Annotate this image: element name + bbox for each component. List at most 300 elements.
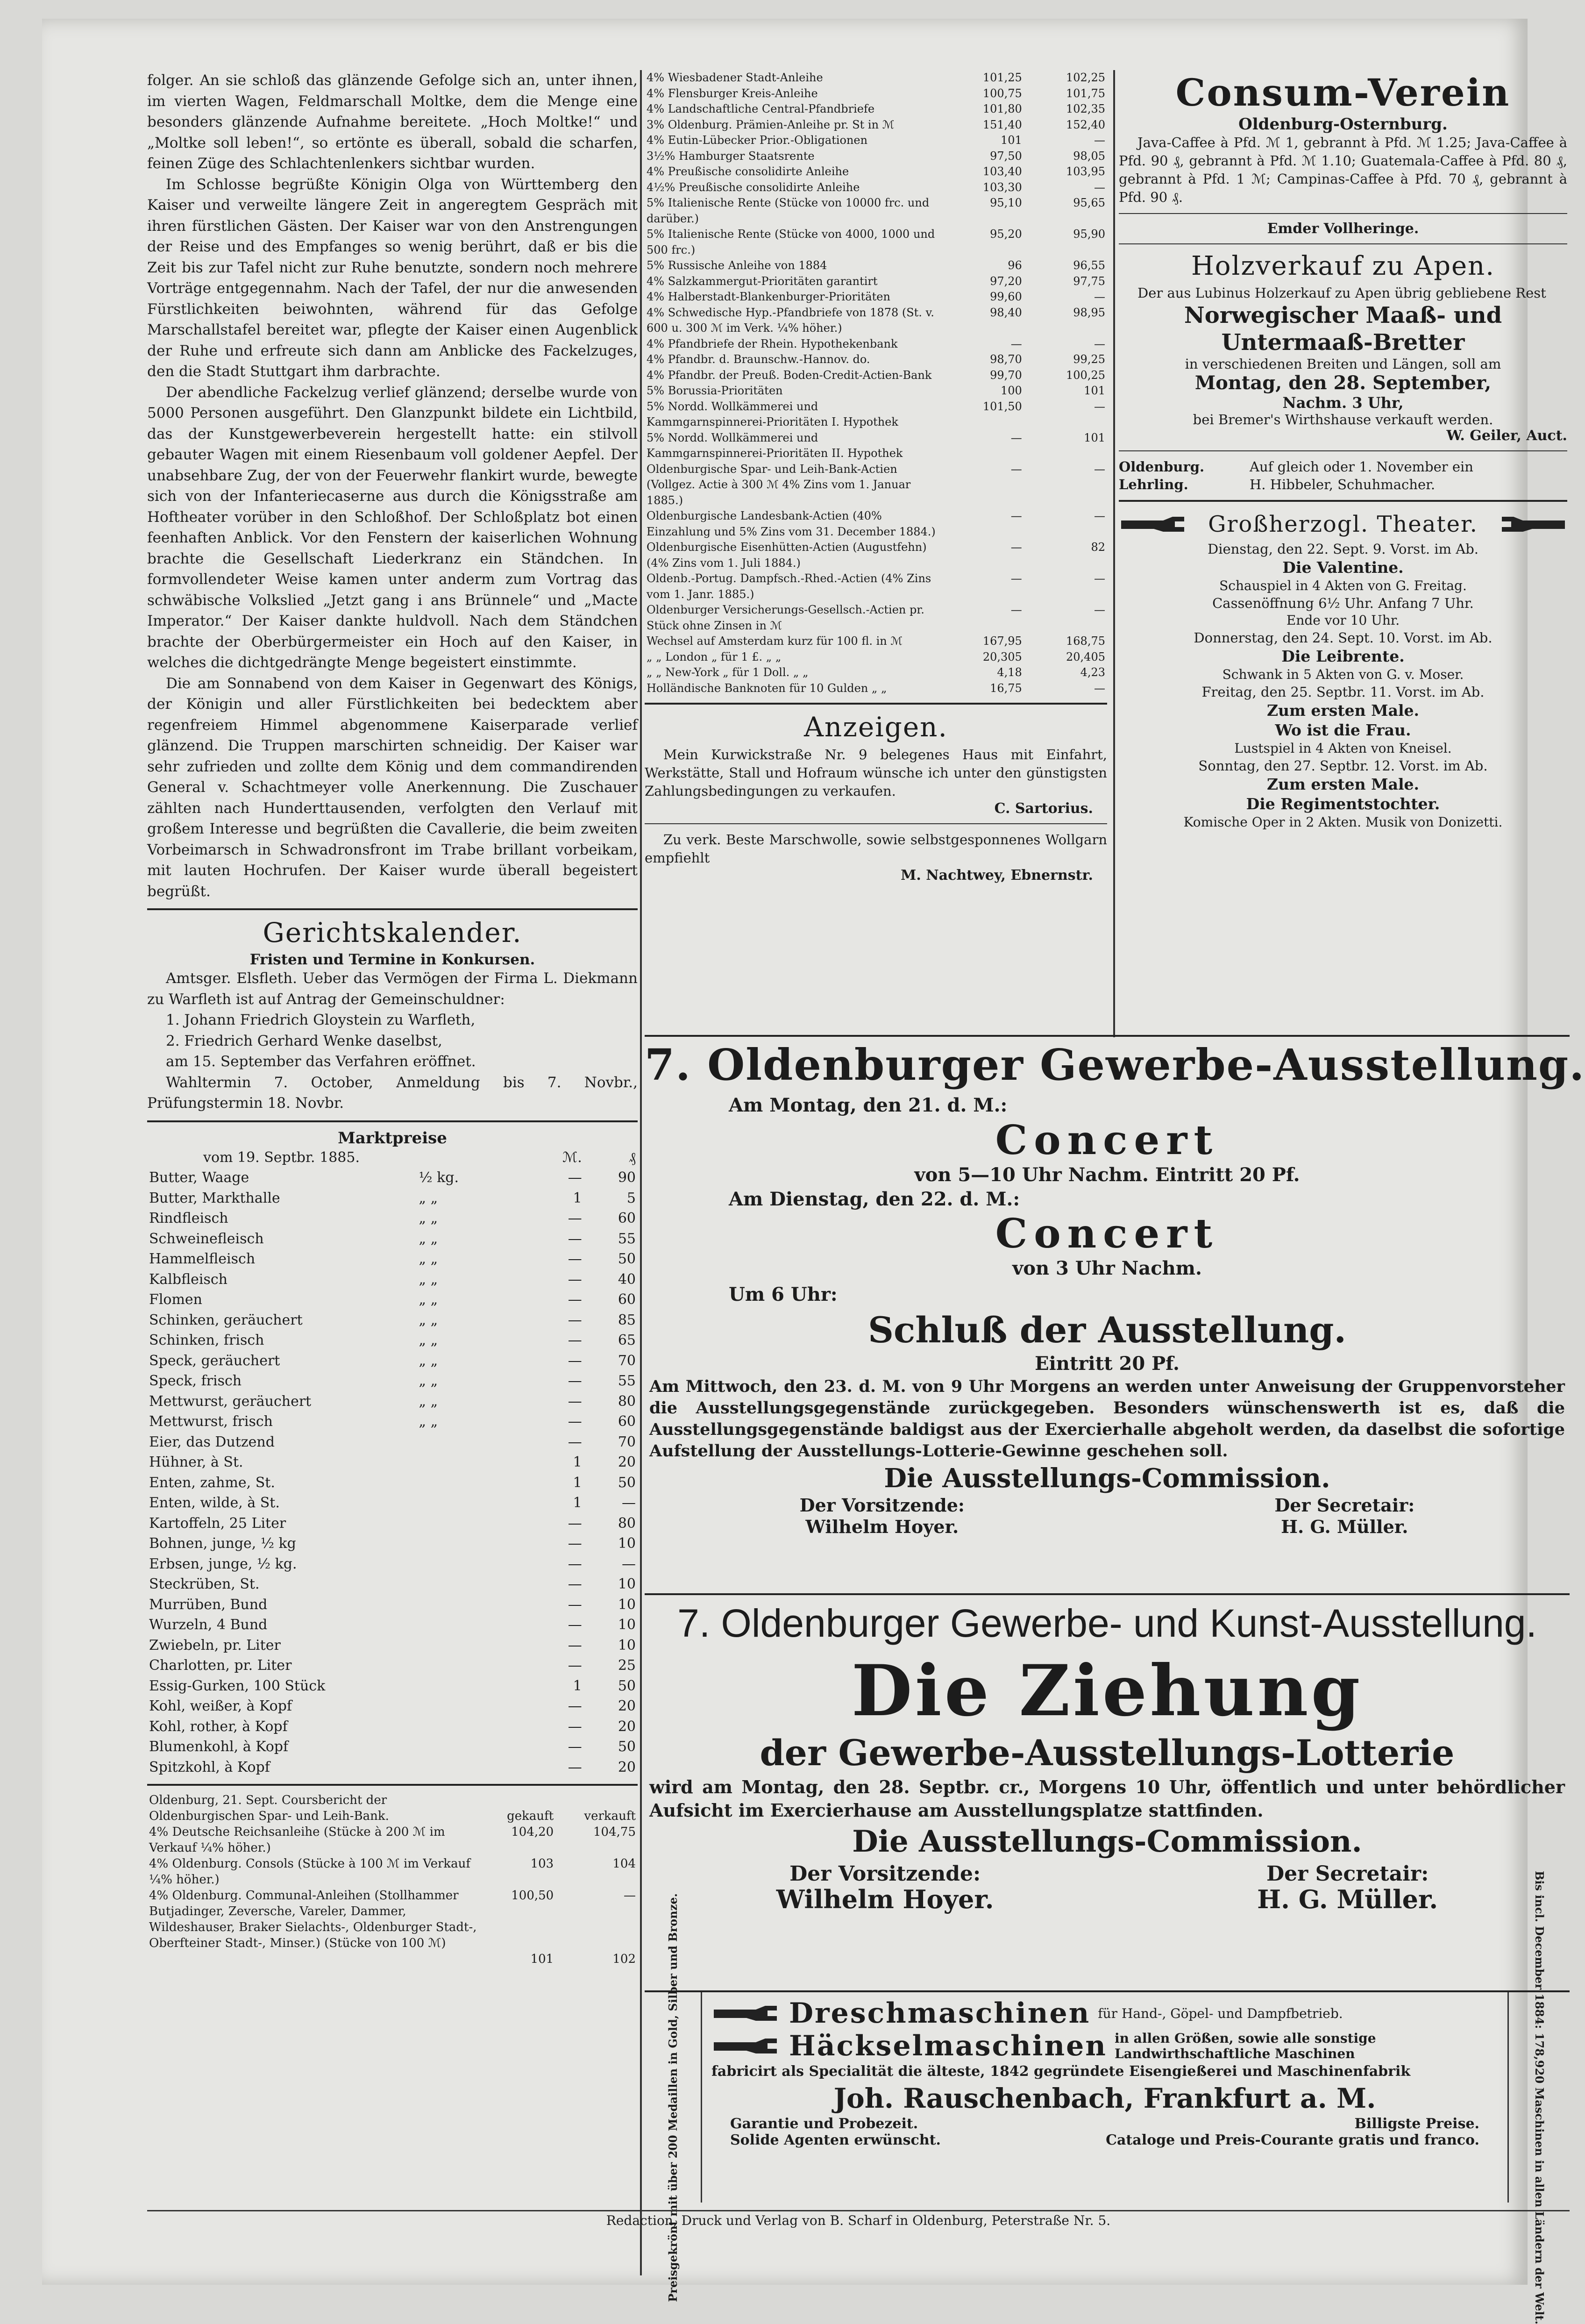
- markt-row: [147, 1310, 638, 1331]
- rausch-line: fabricirt als Specialität die älteste, 1842 gegründete Eisengießerei und Maschinenfabrik: [711, 2063, 1411, 2080]
- consum-text: Java-Caffee à Pfd. ℳ 1, gebrannt à Pfd. ℳ 1.25; Java-Caffee à Pfd. 90 ₰, gebrannt à Pfd. ℳ 1.10; Guatemala-Caffee à Pfd. 80 ₰, gebrannt à Pfd. 1 ℳ; Campinas-Caffee à Pfd. 70 ₰, gebrannt à Pfd. 90 ₰.: [1119, 135, 1567, 205]
- markt-mark: —: [568, 1352, 582, 1369]
- kurs-row: [645, 305, 1107, 336]
- markt-item: Eier, das Dutzend: [149, 1433, 275, 1450]
- kurs-gekauft: 97,20: [990, 274, 1022, 288]
- markt-item: Kartoffeln, 25 Liter: [149, 1515, 286, 1532]
- kurs-name: 4% Salzkammergut-Prioritäten garantirt: [647, 274, 878, 288]
- kurs-row: [645, 180, 1107, 196]
- kurs-gekauft: —: [1010, 541, 1022, 554]
- markt-unit: [417, 1493, 526, 1513]
- markt-col-m: ℳ.: [562, 1149, 582, 1166]
- kurs-verkauft: 100,25: [1066, 368, 1105, 382]
- ausstellung-text: Am Mittwoch, den 23. d. M. von 9 Uhr Morgens an werden unter Anweisung der Gruppenvorsteher die Ausstellungsgegenstände zurückgegeben. Besonders wünschenswerth ist es, daß die Ausstellungsgegenstände baldigst aus der Exercierhalle abgeholt werden, da daselbst die sofortige Aufstellung der Ausstellungs-Lotterie-Gewinne geschehen soll.: [649, 1377, 1565, 1461]
- markt-unit: [417, 1635, 526, 1656]
- ausstellung-time-3: Um 6 Uhr:: [729, 1283, 838, 1305]
- markt-pfennig: —: [622, 1495, 636, 1511]
- kurs-gekauft: 101: [1000, 134, 1022, 147]
- markt-mark: —: [568, 1596, 582, 1613]
- markt-row: [147, 1188, 638, 1209]
- lotterie-heading: der Gewerbe-Ausstellungs-Lotterie: [760, 1732, 1455, 1774]
- markt-pfennig: 10: [618, 1596, 636, 1613]
- kurs-row: [645, 368, 1107, 384]
- markt-mark: 1: [573, 1474, 582, 1491]
- markt-item: Hühner, à St.: [149, 1454, 243, 1470]
- vors-name: Wilhelm Hoyer.: [805, 1516, 959, 1537]
- markt-mark: —: [568, 1515, 582, 1532]
- holz-mid: in verschiedenen Breiten und Längen, soll am: [1185, 356, 1501, 372]
- markt-pfennig: 60: [618, 1210, 636, 1226]
- theater-detail: Schwank in 5 Akten von G. v. Moser.: [1222, 667, 1464, 682]
- kurs-row: [645, 117, 1107, 133]
- kurs-gekauft: —: [1010, 572, 1022, 585]
- kurs-row: [645, 274, 1107, 290]
- markt-mark: —: [568, 1413, 582, 1430]
- lehrling-heading: Oldenburg. Lehrling.: [1119, 459, 1205, 492]
- kurs-verkauft: 152,40: [1066, 118, 1105, 131]
- rausch-firm: Joh. Rauschenbach, Frankfurt a. M.: [833, 2082, 1376, 2114]
- markt-item: Wurzeln, 4 Bund: [149, 1617, 268, 1633]
- markt-unit: „ „: [419, 1251, 438, 1267]
- column-separator: [640, 70, 642, 2275]
- lehrling-signature: H. Hibbeler, Schuhmacher.: [1250, 477, 1436, 492]
- markt-row: [147, 1513, 638, 1534]
- kurs-gekauft: 4,18: [997, 666, 1022, 679]
- gericht-line: 2. Friedrich Gerhard Wenke daselbst,: [166, 1032, 442, 1049]
- obb-verkauft: 102: [612, 1952, 636, 1966]
- markt-row: [147, 1229, 638, 1249]
- kurs-verkauft: —: [1094, 681, 1105, 695]
- vors-name: Wilhelm Hoyer.: [776, 1884, 994, 1914]
- markt-row: [147, 1737, 638, 1757]
- kurs-gekauft: —: [1010, 509, 1022, 522]
- markt-unit: [417, 1676, 526, 1697]
- kurs-verkauft: 168,75: [1066, 634, 1105, 648]
- rausch-product-2: Häckselmaschinen: [789, 2030, 1107, 2062]
- gericht-line: Wahltermin 7. October, Anmeldung bis 7. Novbr., Prüfungstermin 18. Novbr.: [147, 1074, 638, 1112]
- markt-item: Schinken, frisch: [149, 1332, 264, 1348]
- kurs-gekauft: —: [1010, 462, 1022, 476]
- kurs-name: Holländische Banknoten für 10 Gulden „ „: [647, 681, 887, 695]
- markt-row: [147, 1290, 638, 1310]
- markt-pfennig: 50: [618, 1474, 636, 1491]
- kurs-row: [645, 399, 1107, 430]
- kurs-name: Oldenb.-Portug. Dampfsch.-Rhed.-Actien (4% Zins vom 1. Janr. 1885.): [647, 572, 931, 601]
- markt-pfennig: 70: [618, 1433, 636, 1450]
- markt-unit: [417, 1432, 526, 1453]
- kurs-gekauft: 103,40: [982, 165, 1022, 178]
- markt-row: [147, 1655, 638, 1676]
- theater-detail: Lustspiel in 4 Akten von Kneisel.: [1234, 741, 1452, 756]
- markt-date: vom 19. Septbr. 1885.: [203, 1149, 360, 1166]
- vors-label: Der Vorsitzende:: [789, 1862, 981, 1886]
- obb-row: [147, 1888, 638, 1951]
- markt-mark: —: [568, 1433, 582, 1450]
- markt-row: [147, 1493, 638, 1513]
- kurs-verkauft: —: [1094, 399, 1105, 413]
- column-separator: [1113, 70, 1115, 1037]
- kurs-gekauft: 101,50: [982, 399, 1022, 413]
- markt-row: [147, 1269, 638, 1290]
- markt-item: Zwiebeln, pr. Liter: [149, 1637, 281, 1654]
- markt-pfennig: 20: [618, 1718, 636, 1735]
- markt-mark: —: [568, 1210, 582, 1226]
- commission-2: Die Ausstellungs-Commission.: [852, 1824, 1362, 1859]
- kurs-verkauft: 20,405: [1066, 650, 1105, 663]
- imprint: Redaction, Druck und Verlag von B. Scharf in Oldenburg, Peterstraße Nr. 5.: [606, 2213, 1111, 2228]
- markt-pfennig: 50: [618, 1677, 636, 1694]
- markt-table: [147, 1148, 638, 1778]
- ziehung-heading: Die Ziehung: [851, 1650, 1363, 1732]
- kurs-row: [645, 70, 1107, 86]
- markt-pfennig: 60: [618, 1291, 636, 1308]
- lotterie-ad: [645, 1593, 1570, 1990]
- theater-date: Dienstag, den 22. Sept. 9. Vorst. im Ab.: [1207, 541, 1478, 557]
- kurs-gekauft: —: [1010, 337, 1022, 350]
- kurs-gekauft: 98,70: [990, 353, 1022, 366]
- markt-unit: „ „: [419, 1352, 438, 1369]
- markt-mark: —: [568, 1393, 582, 1410]
- obb-header-row: [147, 1792, 638, 1824]
- theater-detail: Schauspiel in 4 Akten von G. Freitag.: [1219, 578, 1467, 593]
- theater-header: [1119, 508, 1567, 540]
- markt-item: Blumenkohl, à Kopf: [149, 1739, 289, 1755]
- rausch-side-right: Bis incl. December 1884: 178,920 Maschinen in allen Ländern der Welt.: [1532, 1870, 1546, 2324]
- kurs-name: 5% Italienische Rente (Stücke von 10000 frc. und darüber.): [647, 196, 930, 225]
- kurs-name: Oldenburgische Landesbank-Actien (40% Einzahlung und 5% Zins vom 31. December 1884.): [647, 509, 936, 538]
- kurs-verkauft: 95,65: [1073, 196, 1105, 209]
- kurs-rows: [645, 70, 1107, 696]
- pointing-hand-icon: [711, 2003, 782, 2024]
- kurs-gekauft: —: [1010, 603, 1022, 616]
- oldenburg-coursbericht: [147, 1792, 638, 1967]
- kurs-name: 4% Landschaftliche Central-Pfandbriefe: [647, 102, 875, 115]
- kurs-name: Oldenburgische Eisenhütten-Actien (Augustfehn) (4% Zins vom 1. Juli 1884.): [647, 541, 927, 570]
- divider: [645, 703, 1107, 705]
- theater-detail: Ende vor 10 Uhr.: [1286, 613, 1400, 628]
- markt-row: [147, 1473, 638, 1493]
- pointing-hand-icon: [1119, 514, 1189, 535]
- emder-heringe: Emder Vollheringe.: [1267, 221, 1419, 237]
- markt-pfennig: —: [622, 1555, 636, 1572]
- lehrling-ad: [1119, 458, 1567, 493]
- sec-label: Der Secretair:: [1274, 1495, 1415, 1516]
- markt-mark: —: [568, 1718, 582, 1735]
- markt-unit: [417, 1452, 526, 1473]
- obb-rows: [147, 1824, 638, 1967]
- markt-item: Kohl, rother, à Kopf: [149, 1718, 288, 1735]
- obb-name: 4% Oldenburg. Consols (Stücke à 100 ℳ im Verkauf ¼% höher.): [149, 1857, 471, 1887]
- markt-header-row: [147, 1148, 638, 1168]
- kurs-verkauft: 4,23: [1080, 666, 1105, 679]
- markt-mark: —: [568, 1698, 582, 1714]
- article-paragraph: folger. An sie schloß das glänzende Gefolge sich an, unter ihnen, im vierten Wagen, Feldmarschall Moltke, dem die Menge eine besonders glänzende Aufnahme bereitete. „Hoch Moltke!“ und „Moltke soll leben!“, so ertönte es überall, sobald die scharfen, feinen Züge des Schlachtenlenkers sichtbar wurden.: [147, 72, 638, 172]
- kurs-gekauft: —: [1010, 431, 1022, 444]
- obb-name: 4% Deutsche Reichsanleihe (Stücke à 200 ℳ im Verkauf ¼% höher.): [149, 1825, 445, 1855]
- kurs-verkauft: 101: [1084, 431, 1105, 444]
- kurs-name: Wechsel auf Amsterdam kurz für 100 fl. in ℳ: [647, 634, 903, 648]
- obb-col-gekauft: gekauft: [507, 1809, 554, 1823]
- kurs-verkauft: —: [1094, 290, 1105, 303]
- column-middle: [645, 70, 1107, 1028]
- ausstellung-time-1: von 5—10 Uhr Nachm. Eintritt 20 Pf.: [914, 1164, 1300, 1186]
- markt-item: Mettwurst, frisch: [149, 1413, 273, 1430]
- article-paragraph: Der abendliche Fackelzug verlief glänzend; derselbe wurde von 5000 Personen ausgeführt. Den Glanzpunkt bildete ein Lichtbild, das der Kunstgewerbeverein hergestellt hatte: ein stilvoll gebauter Wagen mit einem Riesenbaum voll goldener Aepfel. Der unabsehbare Zug, der von der Feuerwehr flankirt wurde, bewegte sich von der Infanteriecaserne aus durch die Königsstraße am Hoftheater vorüber in den Schloßhof. Der Schloßplatz bot einen feenhaften Anblick. Vor den Fenstern der kaiserlichen Wohnung brachte die Gesellschaft Liederkranz ein Ständchen. In formvollendeter Weise kamen unter anderm zum Vortrag das schwäbische Volkslied „Jetzt gang i ans Brünnele“ und „Macte Imperator.“ Der Kaiser dankte huldvoll. Nach dem Ständchen brachte der Oberbürgermeister ein Hoch auf den Kaiser, in welches die dichtgedrängte Menge begeistert einstimmte.: [147, 384, 638, 671]
- markt-pfennig: 10: [618, 1637, 636, 1654]
- markt-row: [147, 1432, 638, 1453]
- column-left: [147, 70, 638, 2266]
- markt-pfennig: 80: [618, 1393, 636, 1410]
- kurs-name: 4% Eutin-Lübecker Prior.-Obligationen: [647, 134, 868, 147]
- markt-mark: —: [568, 1637, 582, 1654]
- kurs-name: 5% Nordd. Wollkämmerei und Kammgarnspinnerei-Prioritäten II. Hypothek: [647, 431, 903, 460]
- ausstellung-time-2: von 3 Uhr Nachm.: [1012, 1257, 1202, 1279]
- commission-1: Die Ausstellungs-Commission.: [884, 1463, 1330, 1494]
- article-paragraph: Die am Sonnabend von dem Kaiser in Gegenwart des Königs, der Königin und aller Fürstlichkeiten bei bedecktem aber regenfreiem Himmel abgenommene Kaiserparade verlief glänzend. Die Truppen marschirten schneidig. Der Kaiser war sehr zufrieden und zollte dem König und dem commandirenden General v. Schachtmeyer volle Anerkennung. Die Zuschauer zählten nach Hunderttausenden, verfolgten den Verlauf mit großem Interesse und begrüßten die Cavallerie, die beim zweiten Vorbeimarsch in Schwadronsfront im Trabe brillant vorbeikam, mit lauten Hochrufen. Der Kaiser wurde überall begeistert begrüßt.: [147, 675, 638, 900]
- kurs-name: 4% Halberstadt-Blankenburger-Prioritäten: [647, 290, 890, 303]
- markt-unit: [417, 1717, 526, 1737]
- markt-unit: [417, 1533, 526, 1554]
- kurs-row: [645, 258, 1107, 274]
- kurs-row: [645, 649, 1107, 665]
- markt-unit: [417, 1473, 526, 1493]
- kurs-name: 3½% Hamburger Staatsrente: [647, 149, 815, 163]
- markt-unit: [417, 1554, 526, 1575]
- theater-title-line: Zum ersten Male.: [1266, 775, 1420, 793]
- markt-pfennig: 80: [618, 1515, 636, 1532]
- markt-pfennig: 40: [618, 1271, 636, 1288]
- markt-pfennig: 20: [618, 1759, 636, 1775]
- theater-date: Freitag, den 25. Septbr. 11. Vorst. im Ab.: [1201, 684, 1485, 700]
- obb-gekauft: 100,50: [511, 1889, 554, 1903]
- markt-row: [147, 1676, 638, 1697]
- theater-title-line: Wo ist die Frau.: [1275, 721, 1411, 739]
- lotterie-text: wird am Montag, den 28. Septbr. cr., Morgens 10 Uhr, öffentlich und unter behördlicher Aufsicht im Exercierhause am Ausstellungsplatze stattfinden.: [649, 1776, 1565, 1821]
- kurs-row: [645, 571, 1107, 602]
- markt-unit: [417, 1513, 526, 1534]
- rausch-product-2-note: in allen Größen, sowie alle sonstige Landwirthschaftliche Maschinen: [1114, 2031, 1376, 2061]
- kurs-verkauft: 103,95: [1066, 165, 1105, 178]
- kurs-row: [645, 133, 1107, 149]
- kurs-row: [645, 101, 1107, 117]
- markt-pfennig: 55: [618, 1230, 636, 1247]
- markt-pfennig: 20: [618, 1698, 636, 1714]
- markt-unit: [417, 1574, 526, 1595]
- kurs-row: [645, 227, 1107, 258]
- kurs-name: 4% Pfandbriefe der Rhein. Hypothekenbank: [647, 337, 898, 350]
- lotterie-signatories: [645, 1861, 1570, 1912]
- markt-unit: [417, 1655, 526, 1676]
- kurs-name: 3% Oldenburg. Prämien-Anleihe pr. St in ℳ: [647, 118, 895, 131]
- kurs-verkauft: 102,35: [1066, 102, 1105, 115]
- holz-signature: W. Geiler, Auct.: [1446, 428, 1567, 444]
- markt-unit: „ „: [419, 1230, 438, 1247]
- markt-row: [147, 1371, 638, 1391]
- kurs-gekauft: 99,70: [990, 368, 1022, 382]
- kurs-row: [645, 602, 1107, 634]
- kurs-verkauft: 98,05: [1073, 149, 1105, 163]
- markt-rows: [147, 1168, 638, 1777]
- kurs-name: Oldenburger Versicherungs-Gesellsch.-Actien pr. Stück ohne Zinsen in ℳ: [647, 603, 924, 632]
- markt-mark: —: [568, 1230, 582, 1247]
- markt-unit: [417, 1615, 526, 1635]
- markt-item: Charlotten, pr. Liter: [149, 1657, 292, 1674]
- markt-row: [147, 1412, 638, 1432]
- markt-unit: ½ kg.: [419, 1169, 459, 1186]
- markt-unit: „ „: [419, 1332, 438, 1348]
- rausch-product-1-note: für Hand-, Göpel- und Dampfbetrieb.: [1098, 2005, 1343, 2021]
- kurs-row: [645, 681, 1107, 697]
- markt-unit: „ „: [419, 1373, 438, 1389]
- kurs-row: [645, 289, 1107, 305]
- kurs-verkauft: 99,25: [1073, 353, 1105, 366]
- markt-item: Kohl, weißer, à Kopf: [149, 1698, 292, 1714]
- concert-heading: Concert: [995, 1117, 1219, 1164]
- kurs-row: [645, 508, 1107, 540]
- kurs-name: „ „ London „ für 1 £. „ „: [647, 650, 782, 663]
- markt-row: [147, 1717, 638, 1737]
- kurs-gekauft: 101,25: [982, 71, 1022, 84]
- kurs-name: 4% Wiesbadener Stadt-Anleihe: [647, 71, 823, 84]
- theater-program: [1119, 540, 1567, 831]
- lotterie-title: 7. Oldenburger Gewerbe- und Kunst-Ausstellung.: [677, 1601, 1537, 1645]
- markt-pfennig: 55: [618, 1373, 636, 1389]
- divider: [1119, 243, 1567, 244]
- theater-date: Donnerstag, den 24. Sept. 10. Vorst. im Ab.: [1194, 630, 1493, 646]
- holz-place: bei Bremer's Wirthshause verkauft werden.: [1193, 412, 1493, 428]
- markt-mark: —: [568, 1576, 582, 1592]
- markt-mark: 1: [573, 1677, 582, 1694]
- kurs-row: [645, 195, 1107, 227]
- kurs-name: 4% Schwedische Hyp.-Pfandbriefe von 1878 (St. v. 600 u. 300 ℳ im Verk. ¼% höher.): [647, 306, 934, 335]
- concert-heading: Concert: [995, 1210, 1219, 1257]
- theater-title-line: Die Leibrente.: [1281, 647, 1405, 665]
- holz-intro: Der aus Lubinus Holzerkauf zu Apen übrig gebliebene Rest: [1137, 285, 1546, 301]
- markt-item: Mettwurst, geräuchert: [149, 1393, 312, 1410]
- column-right: [1119, 70, 1567, 1028]
- markt-row: [147, 1208, 638, 1229]
- markt-mark: —: [568, 1332, 582, 1348]
- kurs-gekauft: 96: [1008, 259, 1022, 272]
- markt-mark: —: [568, 1291, 582, 1308]
- haus-ad-signature: C. Sartorius.: [994, 800, 1093, 817]
- kurs-gekauft: 95,10: [990, 196, 1022, 209]
- markt-row: [147, 1168, 638, 1188]
- sec-label: Der Secretair:: [1266, 1862, 1429, 1886]
- kurs-verkauft: —: [1094, 134, 1105, 147]
- rausch-main: [702, 1992, 1507, 2203]
- kurs-verkauft: 98,95: [1073, 306, 1105, 319]
- consum-title: Consum-Verein: [1175, 71, 1511, 114]
- markt-pfennig: 20: [618, 1454, 636, 1470]
- theater-title-line: Zum ersten Male.: [1266, 701, 1420, 720]
- marktpreise: [147, 1129, 638, 1778]
- rausch-catalog: Cataloge und Preis-Courante gratis und franco.: [1106, 2132, 1479, 2148]
- markt-row: [147, 1391, 638, 1412]
- markt-mark: —: [568, 1373, 582, 1389]
- holz-time: Nachm. 3 Uhr,: [1282, 394, 1404, 412]
- kurs-row: [645, 634, 1107, 649]
- obb-head: Oldenburg, 21. Sept. Coursbericht der Oldenburgischen Spar- und Leih-Bank.: [149, 1793, 389, 1823]
- kurs-gekauft: 98,40: [990, 306, 1022, 319]
- markt-pfennig: 60: [618, 1413, 636, 1430]
- kurs-gekauft: 151,40: [982, 118, 1022, 131]
- ausstellung-signatories: [645, 1495, 1570, 1538]
- markt-item: Murrüben, Bund: [149, 1596, 268, 1613]
- divider: [147, 1784, 638, 1786]
- kurs-verkauft: 96,55: [1073, 259, 1105, 272]
- obb-gekauft: 103: [530, 1857, 554, 1871]
- markt-row: [147, 1615, 638, 1635]
- kurs-row: [645, 164, 1107, 180]
- kurs-verkauft: —: [1094, 462, 1105, 476]
- holz-goods-1: Norwegischer Maaß- und: [1184, 302, 1502, 328]
- markt-pfennig: 5: [626, 1190, 636, 1206]
- theater-title-line: Die Valentine.: [1282, 558, 1404, 577]
- obb-table: [147, 1792, 638, 1967]
- sec-name: H. G. Müller.: [1257, 1884, 1438, 1914]
- obb-verkauft: 104: [612, 1857, 636, 1871]
- obb-col-verkauft: verkauft: [584, 1809, 636, 1823]
- rausch-prices: Billigste Preise.: [1354, 2116, 1479, 2132]
- rausch-side-left: Preisgekrönt mit über 200 Medaillen in Gold, Silber und Bronze.: [666, 1893, 680, 2302]
- markt-item: Schweinefleisch: [149, 1230, 264, 1247]
- kurs-row: [645, 149, 1107, 164]
- divider: [1119, 450, 1567, 451]
- newspaper-page: [42, 19, 1585, 2324]
- markt-row: [147, 1533, 638, 1554]
- markt-item: Butter, Markthalle: [149, 1190, 280, 1206]
- holz-date: Montag, den 28. September,: [1194, 372, 1492, 394]
- markt-unit: „ „: [419, 1312, 438, 1328]
- markt-row: [147, 1757, 638, 1778]
- kurs-row: [645, 352, 1107, 368]
- kurs-name: 4% Pfandbr. der Preuß. Boden-Credit-Actien-Bank: [647, 368, 932, 382]
- kurs-verkauft: 95,90: [1073, 228, 1105, 241]
- obb-verkauft: —: [624, 1889, 636, 1903]
- obb-row: [147, 1824, 638, 1856]
- kurs-name: 5% Borussia-Prioritäten: [647, 384, 783, 397]
- kurs-name: 5% Italienische Rente (Stücke von 4000, 1000 und 500 frc.): [647, 228, 935, 257]
- markt-mark: —: [568, 1739, 582, 1755]
- kurs-name: 4% Preußische consolidirte Anleihe: [647, 165, 849, 178]
- markt-row: [147, 1351, 638, 1371]
- obb-row: [147, 1951, 638, 1967]
- theater-detail: Komische Oper in 2 Akten. Musik von Donizetti.: [1183, 814, 1503, 830]
- kurs-gekauft: 99,60: [990, 290, 1022, 303]
- markt-mark: 1: [573, 1190, 582, 1206]
- markt-title: Marktpreise: [338, 1128, 447, 1148]
- gericht-subtitle: Fristen und Termine in Konkursen.: [249, 951, 535, 968]
- markt-unit: [417, 1737, 526, 1757]
- markt-pfennig: 10: [618, 1576, 636, 1592]
- obb-row: [147, 1856, 638, 1888]
- kurs-gekauft: 95,20: [990, 228, 1022, 241]
- kurs-gekauft: 101,80: [982, 102, 1022, 115]
- markt-row: [147, 1574, 638, 1595]
- markt-item: Enten, zahme, St.: [149, 1474, 275, 1491]
- markt-pfennig: 70: [618, 1352, 636, 1369]
- markt-item: Hammelfleisch: [149, 1251, 256, 1267]
- gericht-title: Gerichtskalender.: [263, 917, 522, 948]
- kurs-row: [645, 86, 1107, 102]
- kurs-verkauft: —: [1094, 509, 1105, 522]
- footer: [147, 2210, 1570, 2235]
- markt-row: [147, 1635, 638, 1656]
- markt-mark: 1: [573, 1454, 582, 1470]
- vors-label: Der Vorsitzende:: [799, 1495, 965, 1516]
- article-kaiser: [147, 70, 638, 902]
